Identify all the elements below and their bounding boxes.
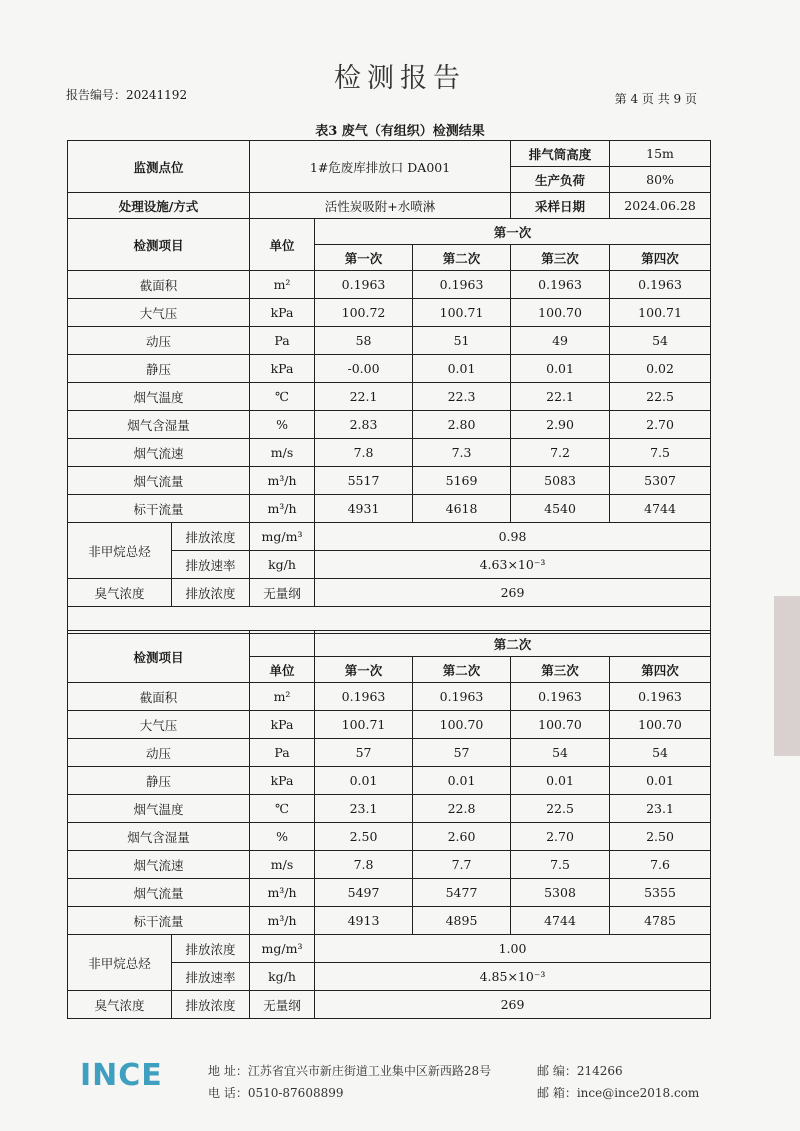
sampling-date-label: 采样日期	[511, 193, 610, 219]
row-value-3: 7.2	[511, 439, 610, 467]
row-value-1: 7.8	[315, 439, 413, 467]
unit-header: 单位	[250, 657, 315, 683]
row-value-1: 2.50	[315, 823, 413, 851]
odor-value: 269	[315, 579, 711, 607]
table-row	[68, 299, 711, 327]
row-value-3: 22.5	[511, 795, 610, 823]
nmhc-rate-unit: kg/h	[250, 963, 315, 991]
row-value-3: 49	[511, 327, 610, 355]
row-unit: m²	[250, 271, 315, 299]
row-value-2: 0.1963	[413, 683, 511, 711]
row-unit: kPa	[250, 711, 315, 739]
odor-label: 排放浓度	[172, 991, 250, 1019]
row-unit: %	[250, 823, 315, 851]
row-unit: kPa	[250, 767, 315, 795]
row-value-2: 22.3	[413, 383, 511, 411]
table-row	[68, 795, 711, 823]
row-item: 截面积	[68, 271, 250, 299]
col-header-3: 第三次	[511, 657, 610, 683]
row-value-3: 5308	[511, 879, 610, 907]
nmhc-conc-value: 1.00	[315, 935, 711, 963]
row-item: 烟气流量	[68, 467, 250, 495]
col-header-2: 第二次	[413, 657, 511, 683]
row-value-2: 7.3	[413, 439, 511, 467]
row-item: 标干流量	[68, 495, 250, 523]
row-value-2: 100.71	[413, 299, 511, 327]
col-header-2: 第二次	[413, 245, 511, 271]
monitoring-point-value: 1#危废库排放口 DA001	[250, 141, 511, 193]
row-value-4: 0.1963	[610, 271, 711, 299]
row-item: 截面积	[68, 683, 250, 711]
row-item: 动压	[68, 739, 250, 767]
row-value-2: 2.60	[413, 823, 511, 851]
row-value-1: 4913	[315, 907, 413, 935]
row-unit: Pa	[250, 327, 315, 355]
row-value-1: 100.72	[315, 299, 413, 327]
nmhc-rate-label: 排放速率	[172, 551, 250, 579]
row-value-2: 51	[413, 327, 511, 355]
page-number: 第 4 页 共 9 页	[614, 92, 697, 106]
row-value-2: 0.01	[413, 355, 511, 383]
row-value-2: 22.8	[413, 795, 511, 823]
row-value-2: 0.1963	[413, 271, 511, 299]
row-value-4: 2.50	[610, 823, 711, 851]
item-header: 检测项目	[68, 219, 250, 271]
row-value-4: 4744	[610, 495, 711, 523]
round-header: 第二次	[315, 631, 711, 657]
row-unit: m/s	[250, 851, 315, 879]
row-value-2: 5169	[413, 467, 511, 495]
row-value-2: 100.70	[413, 711, 511, 739]
production-load-label: 生产负荷	[511, 167, 610, 193]
footer-address: 地 址：江苏省宜兴市新庄街道工业集中区新西路28号	[208, 1064, 492, 1078]
results-table-round-2	[67, 630, 711, 1019]
report-number: 报告编号：20241192	[66, 88, 188, 102]
row-item: 动压	[68, 327, 250, 355]
row-value-3: 2.90	[511, 411, 610, 439]
row-value-3: 4540	[511, 495, 610, 523]
row-value-3: 5083	[511, 467, 610, 495]
row-value-1: 7.8	[315, 851, 413, 879]
row-value-1: 23.1	[315, 795, 413, 823]
production-load-value: 80%	[610, 167, 711, 193]
row-unit: m²	[250, 683, 315, 711]
table-row	[68, 383, 711, 411]
col-header-3: 第三次	[511, 245, 610, 271]
row-item: 大气压	[68, 299, 250, 327]
row-value-1: 58	[315, 327, 413, 355]
table-row	[68, 439, 711, 467]
sampling-date-value: 2024.06.28	[610, 193, 711, 219]
row-item: 静压	[68, 355, 250, 383]
row-value-3: 0.1963	[511, 683, 610, 711]
row-value-3: 0.01	[511, 767, 610, 795]
row-value-4: 5307	[610, 467, 711, 495]
row-value-4: 22.5	[610, 383, 711, 411]
row-value-1: 2.83	[315, 411, 413, 439]
row-unit: kPa	[250, 355, 315, 383]
row-item: 烟气流量	[68, 879, 250, 907]
row-item: 烟气温度	[68, 795, 250, 823]
row-value-2: 2.80	[413, 411, 511, 439]
row-value-2: 0.01	[413, 767, 511, 795]
col-header-4: 第四次	[610, 245, 711, 271]
nmhc-rate-value: 4.63×10⁻³	[315, 551, 711, 579]
row-value-4: 0.02	[610, 355, 711, 383]
table-row	[68, 327, 711, 355]
item-header: 检测项目	[68, 631, 250, 683]
nmhc-conc-label: 排放浓度	[172, 523, 250, 551]
row-unit: %	[250, 411, 315, 439]
row-value-4: 54	[610, 327, 711, 355]
table-row	[68, 467, 711, 495]
row-value-1: 5517	[315, 467, 413, 495]
odor-name: 臭气浓度	[68, 991, 172, 1019]
table-row	[68, 767, 711, 795]
row-value-2: 7.7	[413, 851, 511, 879]
treatment-facility-label: 处理设施/方式	[68, 193, 250, 219]
row-value-3: 4744	[511, 907, 610, 935]
row-item: 烟气温度	[68, 383, 250, 411]
row-item: 烟气流速	[68, 851, 250, 879]
row-item: 烟气含湿量	[68, 411, 250, 439]
table-row	[68, 683, 711, 711]
row-item: 烟气含湿量	[68, 823, 250, 851]
table-caption: 表3 废气（有组织）检测结果	[315, 124, 485, 139]
results-table-round-1	[67, 140, 711, 634]
nmhc-name: 非甲烷总烃	[68, 523, 172, 579]
row-value-3: 100.70	[511, 711, 610, 739]
row-value-2: 5477	[413, 879, 511, 907]
row-value-4: 4785	[610, 907, 711, 935]
row-value-1: 0.01	[315, 767, 413, 795]
odor-label: 排放浓度	[172, 579, 250, 607]
row-value-4: 7.5	[610, 439, 711, 467]
footer-email: 邮 箱：ince@ince2018.com	[537, 1086, 700, 1100]
row-value-1: -0.00	[315, 355, 413, 383]
table-row	[68, 411, 711, 439]
row-unit: m/s	[250, 439, 315, 467]
row-item: 大气压	[68, 711, 250, 739]
row-value-4: 2.70	[610, 411, 711, 439]
row-unit: ℃	[250, 383, 315, 411]
unit-header-blank	[250, 631, 315, 657]
odor-value: 269	[315, 991, 711, 1019]
row-value-4: 54	[610, 739, 711, 767]
footer-phone: 电 话：0510-87608899	[208, 1086, 344, 1100]
stack-height-label: 排气筒高度	[511, 141, 610, 167]
row-value-3: 7.5	[511, 851, 610, 879]
logo-text: INCE	[80, 1058, 163, 1093]
row-value-4: 23.1	[610, 795, 711, 823]
row-value-2: 4895	[413, 907, 511, 935]
col-header-1: 第一次	[315, 245, 413, 271]
row-value-3: 0.01	[511, 355, 610, 383]
unit-header: 单位	[250, 219, 315, 271]
row-value-4: 0.1963	[610, 683, 711, 711]
row-value-2: 4618	[413, 495, 511, 523]
row-value-4: 7.6	[610, 851, 711, 879]
report-title: 检测报告	[334, 63, 466, 94]
row-value-1: 0.1963	[315, 271, 413, 299]
row-value-3: 0.1963	[511, 271, 610, 299]
row-value-1: 5497	[315, 879, 413, 907]
row-unit: m³/h	[250, 879, 315, 907]
row-unit: kPa	[250, 299, 315, 327]
row-value-1: 22.1	[315, 383, 413, 411]
table-row	[68, 495, 711, 523]
row-value-4: 0.01	[610, 767, 711, 795]
table-row	[68, 851, 711, 879]
odor-unit: 无量纲	[250, 579, 315, 607]
nmhc-conc-label: 排放浓度	[172, 935, 250, 963]
row-value-3: 2.70	[511, 823, 610, 851]
table-row	[68, 355, 711, 383]
row-value-4: 100.70	[610, 711, 711, 739]
round-header: 第一次	[315, 219, 711, 245]
row-unit: m³/h	[250, 495, 315, 523]
seal-edge-mark	[774, 596, 800, 756]
row-value-3: 22.1	[511, 383, 610, 411]
row-unit: m³/h	[250, 907, 315, 935]
table-row	[68, 711, 711, 739]
table-row	[68, 271, 711, 299]
row-value-2: 57	[413, 739, 511, 767]
nmhc-conc-unit: mg/m³	[250, 935, 315, 963]
row-value-3: 54	[511, 739, 610, 767]
nmhc-conc-unit: mg/m³	[250, 523, 315, 551]
table-row	[68, 879, 711, 907]
odor-unit: 无量纲	[250, 991, 315, 1019]
row-unit: ℃	[250, 795, 315, 823]
row-item: 烟气流速	[68, 439, 250, 467]
row-value-1: 100.71	[315, 711, 413, 739]
row-value-4: 100.71	[610, 299, 711, 327]
nmhc-conc-value: 0.98	[315, 523, 711, 551]
stack-height-value: 15m	[610, 141, 711, 167]
col-header-1: 第一次	[315, 657, 413, 683]
footer-postcode: 邮 编：214266	[537, 1064, 623, 1078]
row-unit: Pa	[250, 739, 315, 767]
row-item: 静压	[68, 767, 250, 795]
row-value-4: 5355	[610, 879, 711, 907]
monitoring-point-label: 监测点位	[68, 141, 250, 193]
row-value-1: 57	[315, 739, 413, 767]
row-value-1: 0.1963	[315, 683, 413, 711]
table-row	[68, 823, 711, 851]
table-row	[68, 739, 711, 767]
table-row	[68, 907, 711, 935]
row-item: 标干流量	[68, 907, 250, 935]
treatment-facility-value: 活性炭吸附+水喷淋	[250, 193, 511, 219]
company-logo	[80, 1058, 163, 1093]
row-value-3: 100.70	[511, 299, 610, 327]
col-header-4: 第四次	[610, 657, 711, 683]
odor-name: 臭气浓度	[68, 579, 172, 607]
row-unit: m³/h	[250, 467, 315, 495]
row-value-1: 4931	[315, 495, 413, 523]
nmhc-rate-value: 4.85×10⁻³	[315, 963, 711, 991]
nmhc-rate-label: 排放速率	[172, 963, 250, 991]
nmhc-rate-unit: kg/h	[250, 551, 315, 579]
nmhc-name: 非甲烷总烃	[68, 935, 172, 991]
